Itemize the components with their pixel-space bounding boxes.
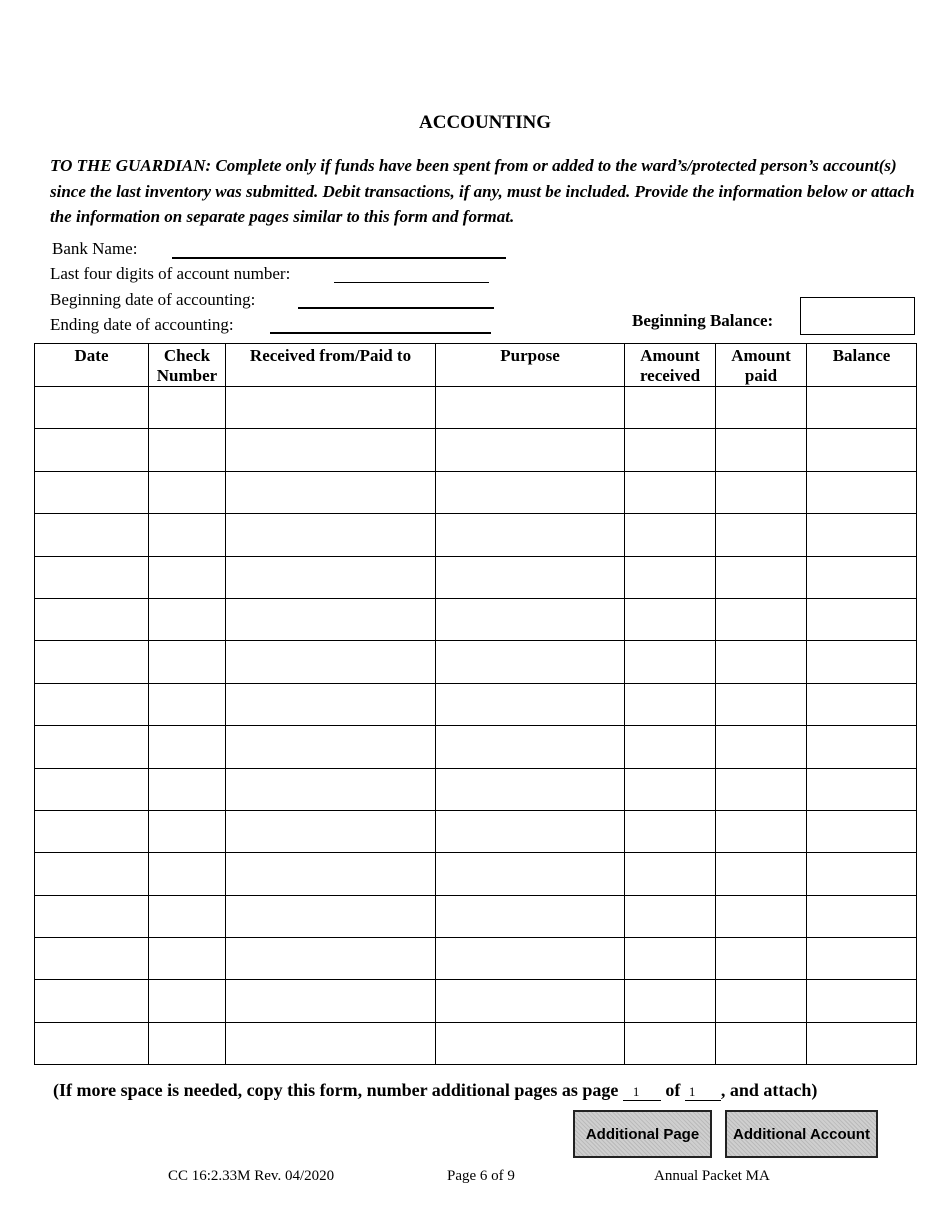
balance-cell[interactable] <box>807 683 917 725</box>
received-paid-cell[interactable] <box>226 387 436 429</box>
bank-name-field[interactable] <box>172 257 506 259</box>
page-number-field[interactable]: 1 <box>623 1084 661 1101</box>
check-number-cell[interactable] <box>149 938 226 980</box>
footnote-of: of <box>665 1080 681 1100</box>
balance-cell[interactable] <box>807 895 917 937</box>
date-cell[interactable] <box>35 853 149 895</box>
purpose-cell[interactable] <box>436 768 625 810</box>
amount-received-cell[interactable] <box>625 471 716 513</box>
purpose-cell[interactable] <box>436 938 625 980</box>
amount-paid-cell[interactable] <box>716 1022 807 1064</box>
amount-paid-cell[interactable] <box>716 598 807 640</box>
check-number-cell[interactable] <box>149 895 226 937</box>
amount-received-cell[interactable] <box>625 556 716 598</box>
amount-received-cell[interactable] <box>625 810 716 852</box>
amount-received-cell[interactable] <box>625 768 716 810</box>
table-row <box>35 387 917 429</box>
table-row <box>35 726 917 768</box>
table-row <box>35 938 917 980</box>
footnote-prefix: (If more space is needed, copy this form, number additional pages as page <box>53 1080 619 1100</box>
amount-paid-cell[interactable] <box>716 726 807 768</box>
table-row <box>35 980 917 1022</box>
check-number-cell[interactable] <box>149 768 226 810</box>
amount-received-cell[interactable] <box>625 514 716 556</box>
table-row <box>35 471 917 513</box>
table-row <box>35 514 917 556</box>
amount-received-cell[interactable] <box>625 938 716 980</box>
balance-cell[interactable] <box>807 598 917 640</box>
check-number-cell[interactable] <box>149 471 226 513</box>
purpose-cell[interactable] <box>436 387 625 429</box>
check-number-cell[interactable] <box>149 598 226 640</box>
col-header-amount-received: Amount received <box>625 344 716 387</box>
packet-name: Annual Packet MA <box>654 1168 770 1184</box>
balance-cell[interactable] <box>807 1022 917 1064</box>
check-number-cell[interactable] <box>149 1022 226 1064</box>
table-header-row <box>35 344 917 387</box>
check-number-cell[interactable] <box>149 853 226 895</box>
check-number-cell[interactable] <box>149 514 226 556</box>
received-paid-cell[interactable] <box>226 683 436 725</box>
amount-received-cell[interactable] <box>625 387 716 429</box>
received-paid-cell[interactable] <box>226 726 436 768</box>
received-paid-cell[interactable] <box>226 641 436 683</box>
amount-paid-cell[interactable] <box>716 556 807 598</box>
balance-cell[interactable] <box>807 471 917 513</box>
purpose-cell[interactable] <box>436 471 625 513</box>
beginning-date-field[interactable] <box>298 307 494 309</box>
balance-cell[interactable] <box>807 429 917 471</box>
date-cell[interactable] <box>35 556 149 598</box>
table-row <box>35 598 917 640</box>
amount-paid-cell[interactable] <box>716 429 807 471</box>
check-number-cell[interactable] <box>149 556 226 598</box>
balance-cell[interactable] <box>807 641 917 683</box>
purpose-cell[interactable] <box>436 1022 625 1064</box>
date-cell[interactable] <box>35 683 149 725</box>
received-paid-cell[interactable] <box>226 810 436 852</box>
amount-received-cell[interactable] <box>625 683 716 725</box>
date-cell[interactable] <box>35 768 149 810</box>
guardian-instructions: TO THE GUARDIAN: Complete only if funds have been spent from or added to the ward’s/protected person’s account(s) since the last inventory was submitted. Debit transactions, if any, must be included. Provide the information below or attach the information on separate pages similar to this form and format. <box>50 156 915 226</box>
date-cell[interactable] <box>35 471 149 513</box>
balance-cell[interactable] <box>807 387 917 429</box>
date-cell[interactable] <box>35 387 149 429</box>
received-paid-cell[interactable] <box>226 980 436 1022</box>
beginning-balance-label: Beginning Balance: <box>632 311 774 330</box>
amount-received-cell[interactable] <box>625 598 716 640</box>
check-number-cell[interactable] <box>149 683 226 725</box>
amount-received-cell[interactable] <box>625 429 716 471</box>
date-cell[interactable] <box>35 641 149 683</box>
amount-received-cell[interactable] <box>625 726 716 768</box>
balance-cell[interactable] <box>807 938 917 980</box>
last-four-field[interactable] <box>334 282 489 283</box>
table-row <box>35 641 917 683</box>
col-header-check-number: Check Number <box>149 344 226 387</box>
date-cell[interactable] <box>35 980 149 1022</box>
date-cell[interactable] <box>35 810 149 852</box>
date-cell[interactable] <box>35 895 149 937</box>
date-cell[interactable] <box>35 1022 149 1064</box>
purpose-cell[interactable] <box>436 429 625 471</box>
purpose-cell[interactable] <box>436 810 625 852</box>
beginning-balance-input[interactable] <box>800 297 915 335</box>
date-cell[interactable] <box>35 938 149 980</box>
amount-paid-cell[interactable] <box>716 853 807 895</box>
purpose-cell[interactable] <box>436 641 625 683</box>
col-header-received-paid: Received from/Paid to <box>226 344 436 387</box>
last-four-label: Last four digits of account number: <box>50 264 291 283</box>
amount-paid-cell[interactable] <box>716 641 807 683</box>
table-row <box>35 1022 917 1064</box>
additional-pages-note <box>53 1080 817 1101</box>
amount-received-cell[interactable] <box>625 1022 716 1064</box>
balance-cell[interactable] <box>807 726 917 768</box>
received-paid-cell[interactable] <box>226 514 436 556</box>
check-number-cell[interactable] <box>149 387 226 429</box>
received-paid-cell[interactable] <box>226 938 436 980</box>
received-paid-cell[interactable] <box>226 429 436 471</box>
amount-paid-cell[interactable] <box>716 768 807 810</box>
balance-cell[interactable] <box>807 514 917 556</box>
additional-page-button[interactable]: Additional Page <box>573 1110 712 1158</box>
received-paid-cell[interactable] <box>226 598 436 640</box>
purpose-cell[interactable] <box>436 514 625 556</box>
date-cell[interactable] <box>35 514 149 556</box>
table-row <box>35 768 917 810</box>
col-header-date: Date <box>35 344 149 387</box>
date-cell[interactable] <box>35 429 149 471</box>
purpose-cell[interactable] <box>436 726 625 768</box>
received-paid-cell[interactable] <box>226 556 436 598</box>
amount-paid-cell[interactable] <box>716 895 807 937</box>
received-paid-cell[interactable] <box>226 768 436 810</box>
amount-paid-cell[interactable] <box>716 938 807 980</box>
date-cell[interactable] <box>35 726 149 768</box>
purpose-cell[interactable] <box>436 980 625 1022</box>
amount-paid-cell[interactable] <box>716 387 807 429</box>
balance-cell[interactable] <box>807 853 917 895</box>
balance-cell[interactable] <box>807 556 917 598</box>
page-indicator: Page 6 of 9 <box>447 1168 515 1184</box>
received-paid-cell[interactable] <box>226 1022 436 1064</box>
received-paid-cell[interactable] <box>226 853 436 895</box>
table-row <box>35 683 917 725</box>
balance-cell[interactable] <box>807 768 917 810</box>
received-paid-cell[interactable] <box>226 895 436 937</box>
table-row <box>35 429 917 471</box>
page-title: ACCOUNTING <box>419 112 551 133</box>
amount-paid-cell[interactable] <box>716 810 807 852</box>
table-row <box>35 810 917 852</box>
col-header-amount-paid: Amount paid <box>716 344 807 387</box>
ending-date-field[interactable] <box>270 332 491 334</box>
amount-paid-cell[interactable] <box>716 683 807 725</box>
bank-name-label: Bank Name: <box>52 239 138 258</box>
amount-received-cell[interactable] <box>625 641 716 683</box>
check-number-cell[interactable] <box>149 429 226 471</box>
amount-received-cell[interactable] <box>625 895 716 937</box>
form-id: CC 16:2.33M Rev. 04/2020 <box>168 1168 335 1184</box>
purpose-cell[interactable] <box>436 683 625 725</box>
col-header-purpose: Purpose <box>436 344 625 387</box>
purpose-cell[interactable] <box>436 598 625 640</box>
check-number-cell[interactable] <box>149 980 226 1022</box>
beginning-date-label: Beginning date of accounting: <box>50 290 256 309</box>
check-number-cell[interactable] <box>149 641 226 683</box>
check-number-cell[interactable] <box>149 810 226 852</box>
table-row <box>35 895 917 937</box>
date-cell[interactable] <box>35 598 149 640</box>
check-number-cell[interactable] <box>149 726 226 768</box>
purpose-cell[interactable] <box>436 556 625 598</box>
purpose-cell[interactable] <box>436 895 625 937</box>
amount-paid-cell[interactable] <box>716 980 807 1022</box>
amount-received-cell[interactable] <box>625 853 716 895</box>
table-row <box>35 853 917 895</box>
amount-received-cell[interactable] <box>625 980 716 1022</box>
balance-cell[interactable] <box>807 980 917 1022</box>
amount-paid-cell[interactable] <box>716 514 807 556</box>
accounting-table <box>34 343 917 1065</box>
ending-date-label: Ending date of accounting: <box>50 315 234 334</box>
total-pages-field[interactable]: 1 <box>685 1084 721 1101</box>
footnote-suffix: , and attach) <box>720 1080 818 1100</box>
amount-paid-cell[interactable] <box>716 471 807 513</box>
additional-account-button[interactable]: Additional Account <box>725 1110 878 1158</box>
col-header-balance: Balance <box>807 344 917 387</box>
table-row <box>35 556 917 598</box>
balance-cell[interactable] <box>807 810 917 852</box>
received-paid-cell[interactable] <box>226 471 436 513</box>
purpose-cell[interactable] <box>436 853 625 895</box>
